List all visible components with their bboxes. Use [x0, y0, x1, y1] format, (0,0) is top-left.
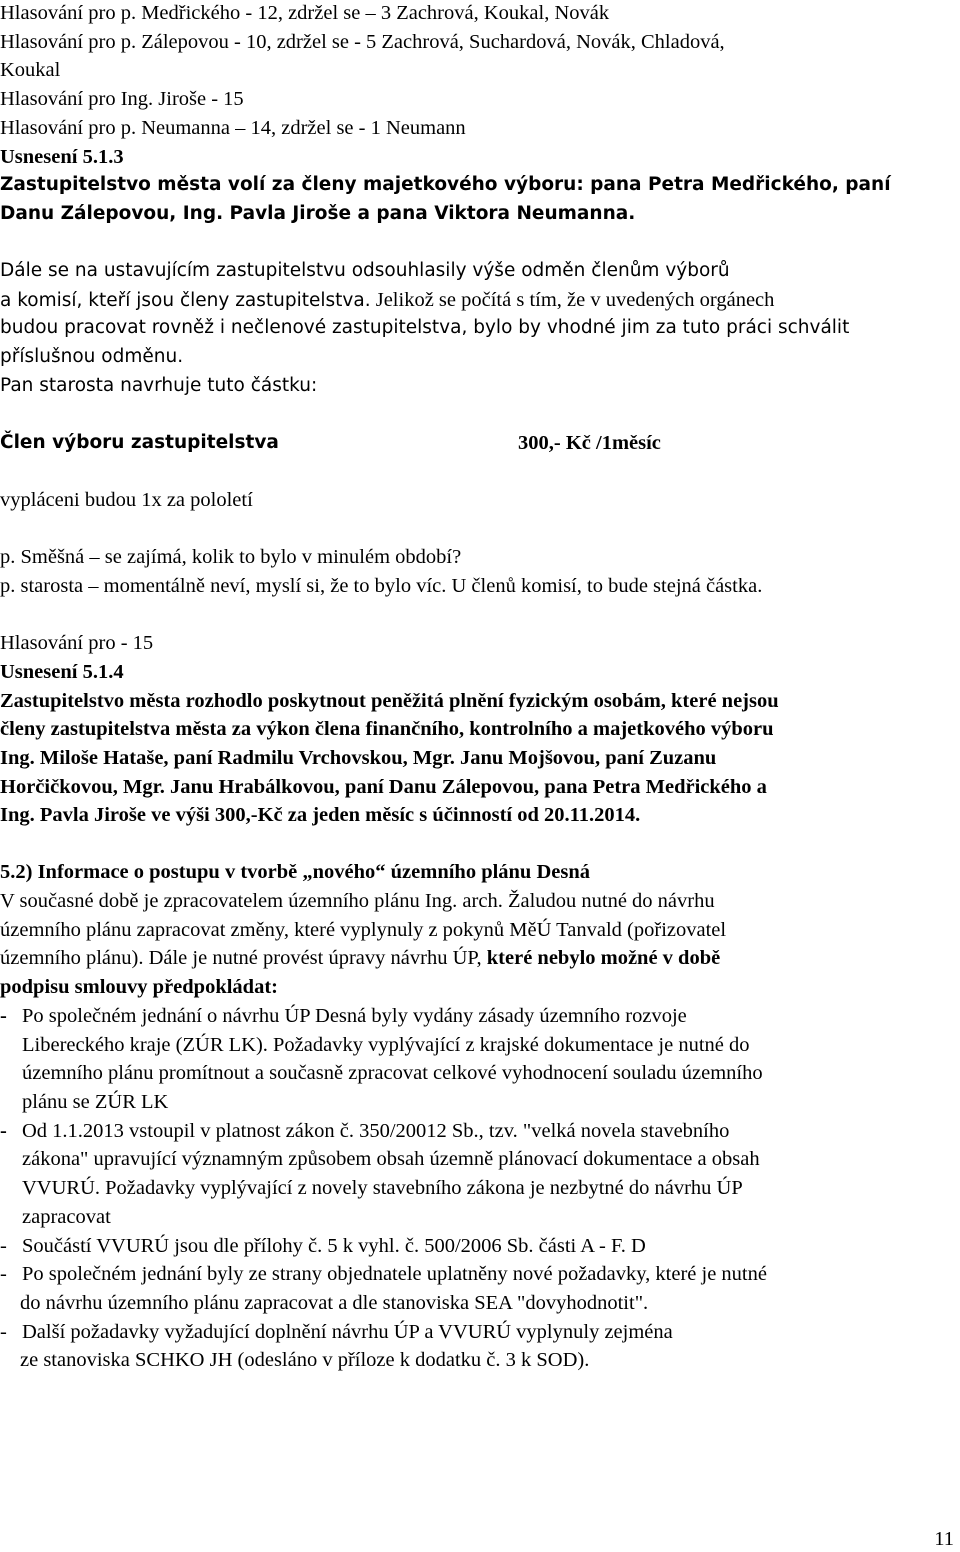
question-smesna: p. Směšná – se zajímá, kolik to bylo v minulém období?	[0, 546, 462, 568]
resolution-514-text: Ing. Pavla Jiroše ve výši 300,-Kč za jeden měsíc s účinností od 20.11.2014.	[0, 804, 641, 826]
payment-note: vypláceni budou 1x za pololetí	[0, 489, 253, 511]
bullet-text: Po společném jednání o návrhu ÚP Desná byly vydány zásady územního rozvoje	[22, 1005, 687, 1027]
bullet-item	[0, 1003, 687, 1029]
bullet-text-cont: územního plánu promítnout a současně zpracovat celkové vyhodnocení souladu územního	[22, 1062, 763, 1084]
resolution-514-text: Ing. Miloše Hataše, paní Radmilu Vrchovskou, Mgr. Janu Mojšovou, paní Zuzanu	[0, 747, 717, 769]
bullet-text: Od 1.1.2013 vstoupil v platnost zákon č. 350/20012 Sb., tzv. "velká novela stavebního	[22, 1120, 730, 1142]
bullet-text-cont: zákona" upravující významným způsobem obsah územně plánovací dokumentace a obsah	[22, 1148, 760, 1170]
section-52-text: V současné době je zpracovatelem územního plánu Ing. arch. Žaludou nutné do návrhu	[0, 890, 715, 912]
section-heading-52: 5.2) Informace o postupu v tvorbě „nového“ územního plánu Desná	[0, 861, 590, 883]
resolution-514-text: členy zastupitelstva města za výkon člena finančního, kontrolního a majetkového výboru	[0, 718, 774, 740]
bullet-dash: -	[0, 1263, 7, 1285]
bullet-dash: -	[0, 1005, 7, 1027]
bullet-text: Další požadavky vyžadující doplnění návrhu ÚP a VVURÚ vyplynuly zejména	[22, 1321, 673, 1343]
bullet-text: Po společném jednání byly ze strany objednatele uplatněny nové požadavky, které je nutné	[22, 1263, 767, 1285]
vote-neumann: Hlasování pro p. Neumanna – 14, zdržel se - 1 Neumann	[0, 117, 466, 139]
resolution-514-text: Horčičkovou, Mgr. Janu Hrabálkovou, paní Danu Zálepovou, pana Petra Medřického a	[0, 776, 767, 798]
bullet-dash: -	[0, 1235, 7, 1257]
member-role-label: Člen výboru zastupitelstva	[0, 432, 279, 453]
vote-result: Hlasování pro - 15	[0, 632, 154, 654]
bullet-item	[0, 1233, 646, 1259]
bullet-text-cont: do návrhu územního plánu zapracovat a dle stanoviska SEA "dovyhodnotit".	[20, 1292, 649, 1314]
section-52-text-regular: územního plánu). Dále je nutné provést úpravy návrhu ÚP,	[0, 947, 487, 969]
bullet-text-cont: zapracovat	[22, 1206, 111, 1228]
bullet-text: Součástí VVURÚ jsou dle přílohy č. 5 k vyhl. č. 500/2006 Sb. části A - F. D	[22, 1235, 646, 1257]
bullet-text-cont: Libereckého kraje (ZÚR LK). Požadavky vyplývající z krajské dokumentace je nutné do	[22, 1034, 750, 1056]
resolution-513-text: Danu Zálepovou, Ing. Pavla Jiroše a pana Viktora Neumanna.	[0, 203, 636, 224]
section-52-text	[0, 945, 720, 971]
vote-zalepova: Hlasování pro p. Zálepovou - 10, zdržel se - 5 Zachrová, Suchardová, Novák, Chladová,	[0, 31, 725, 53]
remuneration-text-serif: Jelikož se počítá s tím, že v uvedených orgánech	[370, 289, 775, 311]
resolution-heading-513: Usnesení 5.1.3	[0, 146, 124, 168]
resolution-heading-514: Usnesení 5.1.4	[0, 661, 124, 683]
resolution-513-text: Zastupitelstvo města volí za členy majetkového výboru: pana Petra Medřického, paní	[0, 174, 891, 195]
bullet-item	[0, 1319, 673, 1345]
remuneration-paragraph: budou pracovat rovněž i nečlenové zastupitelstva, bylo by vhodné jim za tuto práci schválit	[0, 317, 850, 338]
remuneration-text-sans: a komisí, kteří jsou členy zastupitelstva.	[0, 290, 371, 311]
bullet-text-cont: VVURÚ. Požadavky vyplývající z novely stavebního zákona je nezbytné do návrhu ÚP	[22, 1177, 743, 1199]
vote-medricky: Hlasování pro p. Medřického - 12, zdržel se – 3 Zachrová, Koukal, Novák	[0, 2, 610, 24]
bullet-dash: -	[0, 1321, 7, 1343]
member-fee-amount: 300,- Kč /1měsíc	[518, 432, 661, 454]
page-number: 11	[934, 1528, 954, 1550]
bullet-dash: -	[0, 1120, 7, 1142]
answer-starosta: p. starosta – momentálně neví, myslí si, že to bylo víc. U členů komisí, to bude stejná částka.	[0, 575, 763, 597]
section-52-text-bold: které nebylo možné v době	[486, 947, 721, 969]
vote-zalepova-cont: Koukal	[0, 59, 61, 81]
bullet-item	[0, 1261, 767, 1287]
bullet-text-cont: ze stanoviska SCHKO JH (odesláno v příloze k dodatku č. 3 k SOD).	[20, 1349, 590, 1371]
remuneration-paragraph: Dále se na ustavujícím zastupitelstvu odsouhlasily výše odměn členům výborů	[0, 260, 730, 281]
vote-jiros: Hlasování pro Ing. Jiroše - 15	[0, 88, 244, 110]
remuneration-paragraph	[0, 287, 774, 314]
section-52-text-bold: podpisu smlouvy předpokládat:	[0, 976, 278, 998]
resolution-514-text: Zastupitelstvo města rozhodlo poskytnout peněžitá plnění fyzickým osobám, které nejsou	[0, 690, 779, 712]
remuneration-paragraph: příslušnou odměnu.	[0, 346, 184, 367]
section-52-text: územního plánu zapracovat změny, které vyplynuly z pokynů MěÚ Tanvald (pořizovatel	[0, 919, 727, 941]
bullet-text-cont: plánu se ZÚR LK	[22, 1091, 169, 1113]
mayor-proposal: Pan starosta navrhuje tuto částku:	[0, 375, 318, 396]
bullet-item	[0, 1118, 729, 1144]
